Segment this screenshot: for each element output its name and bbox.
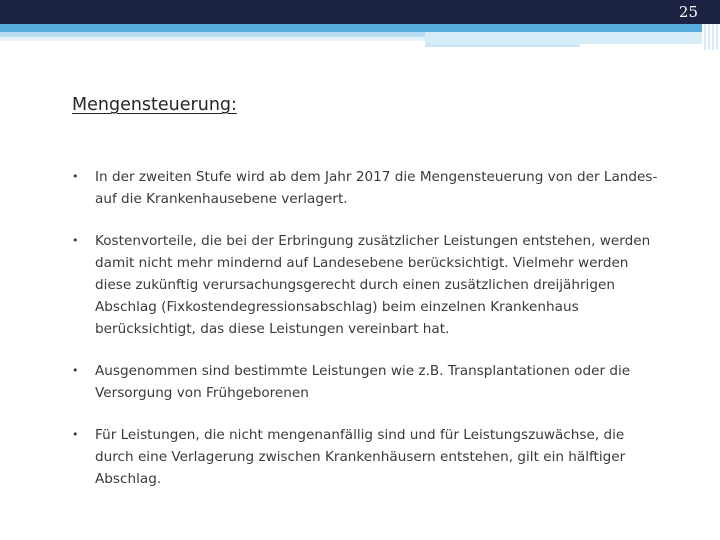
bullet-text: wird ab dem Jahr 2017 die Mengensteuerung von der Landes- auf die Krankenhausebene verlagert. <box>95 169 658 207</box>
bullet-text: Ausgenommen sind bestimmte Leistungen wie z.B. Transplantationen oder die Versorgung von Frühgeborenen <box>95 363 631 401</box>
bullet-text: Für Leistungen, die nicht mengenanfällig sind und für Leistungszuwächse, die durch eine Verlagerung zwischen Krankenhäusern entstehen, gilt ein hälftiger Abschlag. <box>95 427 626 487</box>
page-number: 25 <box>678 3 698 21</box>
accent-stripe-pale <box>425 32 702 44</box>
corner-pattern <box>702 24 720 50</box>
bullet-item <box>72 360 662 404</box>
accent-stripe-faint <box>0 37 425 41</box>
accent-stripe <box>0 24 702 32</box>
slide-title: Mengensteuerung: <box>72 95 237 115</box>
accent-stripe-thin <box>425 44 580 47</box>
bullet-marker: • <box>72 234 79 247</box>
header-band <box>0 0 720 24</box>
bullet-marker: • <box>72 170 79 183</box>
bullet-marker: • <box>72 428 79 441</box>
bullet-emphasis: zweiten Stufe <box>138 169 232 185</box>
bullet-list <box>72 166 662 490</box>
bullet-marker: • <box>72 364 79 377</box>
bullet-item <box>72 166 662 210</box>
bullet-text: Kostenvorteile, die bei der Erbringung zusätzlicher Leistungen entstehen, werden damit nicht mehr mindernd auf Landesebene berücksichtigt. Vielmehr werden diese zukünftig verursachungsgerecht durch einen zusätzlichen dreijährigen Abschlag (Fixkostendegressionsabschlag) beim einzelnen Krankenhaus berücksichtigt, das diese Leistungen vereinbart hat. <box>95 233 651 337</box>
bullet-item <box>72 424 662 490</box>
bullet-text-prefix: In der <box>95 169 139 185</box>
bullet-item <box>72 230 662 340</box>
